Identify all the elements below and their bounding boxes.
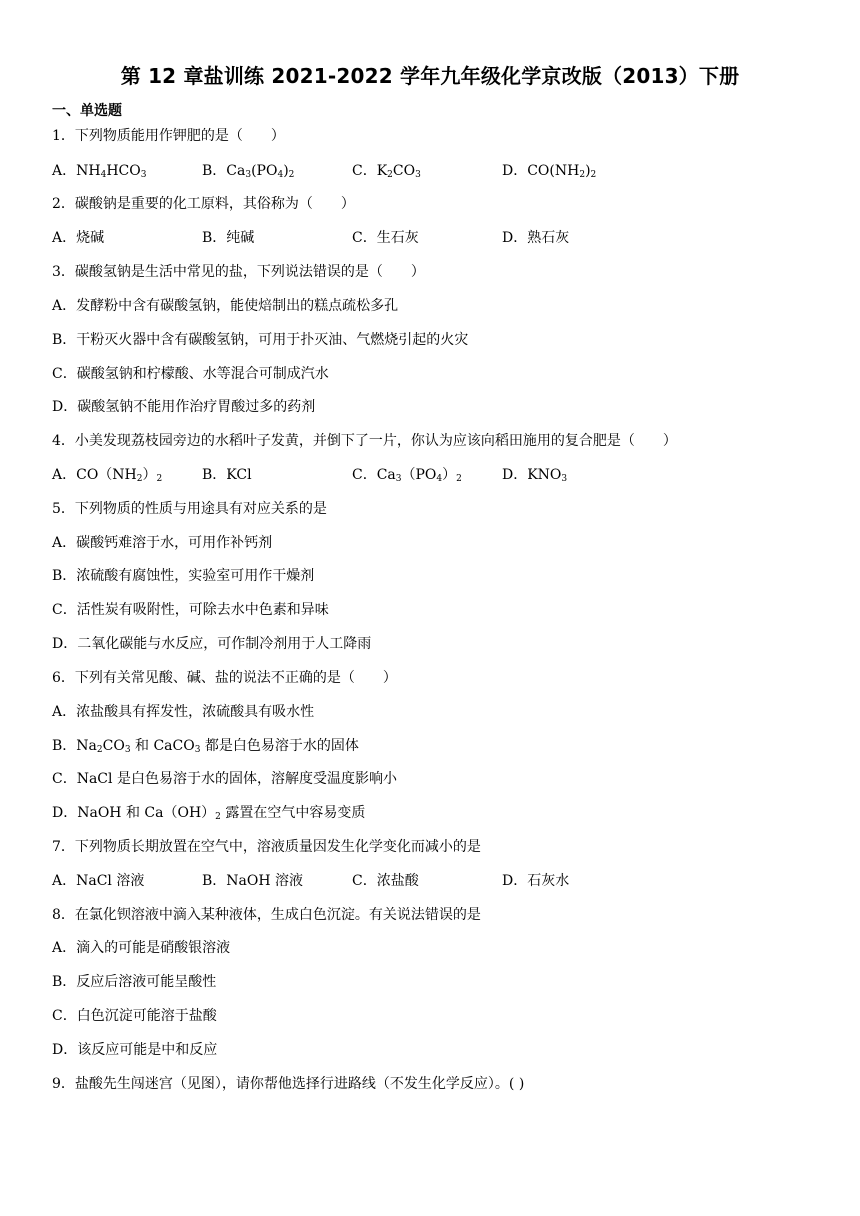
question-8-option-d: D．该反应可能是中和反应 [52, 1042, 218, 1058]
question-5-option-b: B．浓硫酸有腐蚀性，实验室可用作干燥剂 [52, 568, 315, 584]
question-3-option-b: B．干粉灭火器中含有碳酸氢钠，可用于扑灭油、气燃烧引起的火灾 [52, 332, 469, 348]
question-3-option-d: D．碳酸氢钠不能用作治疗胃酸过多的药剂 [52, 399, 316, 415]
question-7-stem: 7．下列物质长期放置在空气中，溶液质量因发生化学变化而减小的是 [52, 839, 481, 855]
question-7-option-a: A．NaCl 溶液 [52, 873, 145, 889]
question-5-option-d: D．二氧化碳能与水反应，可作制冷剂用于人工降雨 [52, 636, 372, 652]
question-4-option-d: D．$KNO_3$ [502, 467, 568, 484]
question-1-option-a: A．$NH_4HCO_3$ [52, 163, 147, 180]
question-3-option-c: C．碳酸氢钠和柠檬酸、水等混合可制成汽水 [52, 366, 329, 382]
question-6-option-a: A．浓盐酸具有挥发性，浓硫酸具有吸水性 [52, 704, 315, 720]
question-3-option-a: A．发酵粉中含有碳酸氢钠，能使焙制出的糕点疏松多孔 [52, 298, 399, 314]
question-4-stem: 4．小美发现荔枝园旁边的水稻叶子发黄，并倒下了一片，你认为应该向稻田施用的复合肥是（ ） [52, 433, 677, 449]
question-7-option-d: D．石灰水 [502, 873, 570, 889]
question-6-option-c: C．NaCl 是白色易溶于水的固体，溶解度受温度影响小 [52, 771, 397, 787]
question-2-option-c: C．生石灰 [352, 230, 419, 246]
question-2-option-a: A．烧碱 [52, 230, 105, 246]
question-6-option-d: D．NaOH 和 $Ca(OH)_2$ 露置在空气中容易变质 [52, 805, 366, 822]
section-heading: 一、单选题 [52, 103, 122, 119]
question-7-option-b: B．NaOH 溶液 [202, 873, 304, 889]
question-2-option-d: D．熟石灰 [502, 230, 570, 246]
question-3-stem: 3．碳酸氢钠是生活中常见的盐，下列说法错误的是（ ） [52, 264, 425, 280]
question-9-stem: 9．盐酸先生闯迷宫（见图），请你帮他选择行进路线（不发生化学反应）。( ) [52, 1076, 525, 1092]
question-2-stem: 2．碳酸钠是重要的化工原料，其俗称为（ ） [52, 196, 355, 212]
question-4-option-c: C．$Ca_3(PO_4)_2$ [352, 467, 462, 484]
question-1-option-d: D．$CO(NH_2)_2$ [502, 163, 597, 180]
question-6-option-b: B．$Na_2CO_3$ 和 CaCO$_3$ 都是白色易溶于水的固体 [52, 738, 359, 755]
question-8-option-a: A．滴入的可能是硝酸银溶液 [52, 940, 231, 956]
question-8-option-c: C．白色沉淀可能溶于盐酸 [52, 1008, 217, 1024]
question-6-stem: 6．下列有关常见酸、碱、盐的说法不正确的是（ ） [52, 670, 397, 686]
question-4-option-a: A．$CO(NH_2)_2$ [52, 467, 163, 484]
question-4-option-b: B．KCl [202, 467, 252, 483]
question-5-option-a: A．碳酸钙难溶于水，可用作补钙剂 [52, 535, 273, 551]
question-1-option-b: B．$Ca_3(PO_4)_2$ [202, 163, 295, 180]
question-2-option-b: B．纯碱 [202, 230, 255, 246]
question-5-option-c: C．活性炭有吸附性，可除去水中色素和异味 [52, 602, 329, 618]
question-7-option-c: C．浓盐酸 [352, 873, 419, 889]
question-8-option-b: B．反应后溶液可能呈酸性 [52, 974, 217, 990]
question-1-option-c: C．$K_2CO_3$ [352, 163, 421, 180]
question-1-stem: 1．下列物质能用作钾肥的是（ ） [52, 128, 285, 144]
document-title: 第 12 章盐训练 2021-2022 学年九年级化学京改版（2013）下册 [120, 64, 740, 88]
question-8-stem: 8．在氯化钡溶液中滴入某种液体，生成白色沉淀。有关说法错误的是 [52, 907, 481, 923]
question-5-stem: 5．下列物质的性质与用途具有对应关系的是 [52, 501, 327, 517]
